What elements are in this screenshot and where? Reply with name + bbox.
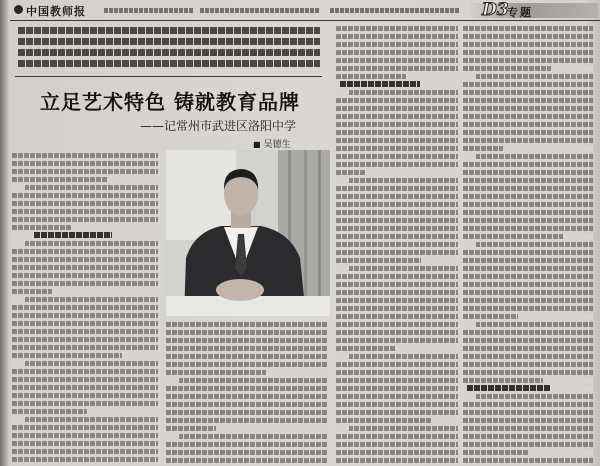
section-page-number: D3 <box>482 0 509 20</box>
logo-emblem-icon <box>14 5 23 14</box>
paragraph-break <box>266 369 328 376</box>
paragraph-indent <box>463 393 476 400</box>
text-column-3 <box>336 26 458 464</box>
paragraph-indent <box>336 177 349 184</box>
paragraph-break <box>503 145 593 152</box>
paragraph-indent <box>12 360 25 367</box>
paragraph-break <box>551 65 593 72</box>
paragraph-indent <box>166 433 179 440</box>
paragraph-indent <box>463 153 476 160</box>
section-heading-text <box>467 385 551 391</box>
paragraph-break <box>72 224 158 231</box>
paragraph-indent <box>166 377 179 384</box>
section-label: 专题 <box>507 6 533 19</box>
paragraph-indent <box>463 321 476 328</box>
section-heading-text <box>34 232 112 238</box>
paragraph-indent <box>336 353 349 360</box>
paragraph-indent <box>12 416 25 423</box>
header-rule <box>10 20 600 21</box>
paragraph-break <box>406 73 458 80</box>
author-name: 吴德生 <box>263 140 291 150</box>
intro-rule <box>15 76 322 77</box>
intro-paragraph <box>18 27 320 71</box>
paragraph-break <box>107 176 158 183</box>
text-column-1 <box>12 153 158 463</box>
paragraph-break <box>563 233 593 240</box>
paragraph-break <box>396 345 458 352</box>
masthead-logo: 中国教师报 <box>26 5 86 18</box>
header-info-text <box>104 8 194 13</box>
paragraph-break <box>122 352 158 359</box>
paragraph-break <box>518 313 593 320</box>
header-info-text <box>200 8 320 13</box>
photo-curtain-fold <box>318 150 321 316</box>
paragraph-break <box>543 377 593 384</box>
paragraph-break <box>431 417 458 424</box>
paragraph-indent <box>336 265 349 272</box>
text-column-4 <box>463 26 593 464</box>
paragraph-indent <box>336 89 349 96</box>
paragraph-break <box>528 449 593 456</box>
scan-edge-shadow <box>0 0 9 466</box>
paragraph-indent <box>336 425 349 432</box>
section-heading <box>463 385 593 393</box>
photo-curtain-fold <box>304 150 307 316</box>
paragraph-indent <box>463 73 476 80</box>
section-heading-text <box>340 81 420 87</box>
section-heading <box>12 232 158 240</box>
paragraph-indent <box>12 184 25 191</box>
paragraph-indent <box>12 296 25 303</box>
paragraph-break <box>87 408 158 415</box>
text-column-2 <box>166 322 328 464</box>
article-headline: 立足艺术特色 铸就教育品牌 <box>40 90 300 114</box>
photo-hands <box>216 279 264 301</box>
author-marker-icon: ■ <box>253 140 261 149</box>
portrait-photo <box>166 150 330 316</box>
paragraph-break <box>421 257 458 264</box>
paragraph-indent <box>12 240 25 247</box>
paragraph-indent <box>463 241 476 248</box>
header-info-text <box>330 8 460 13</box>
paragraph-break <box>366 169 458 176</box>
article-author <box>253 137 291 150</box>
paragraph-break <box>52 288 158 295</box>
article-subtitle: ——记常州市武进区洛阳中学 <box>140 119 297 133</box>
paragraph-break <box>216 425 328 432</box>
section-heading <box>336 81 458 89</box>
